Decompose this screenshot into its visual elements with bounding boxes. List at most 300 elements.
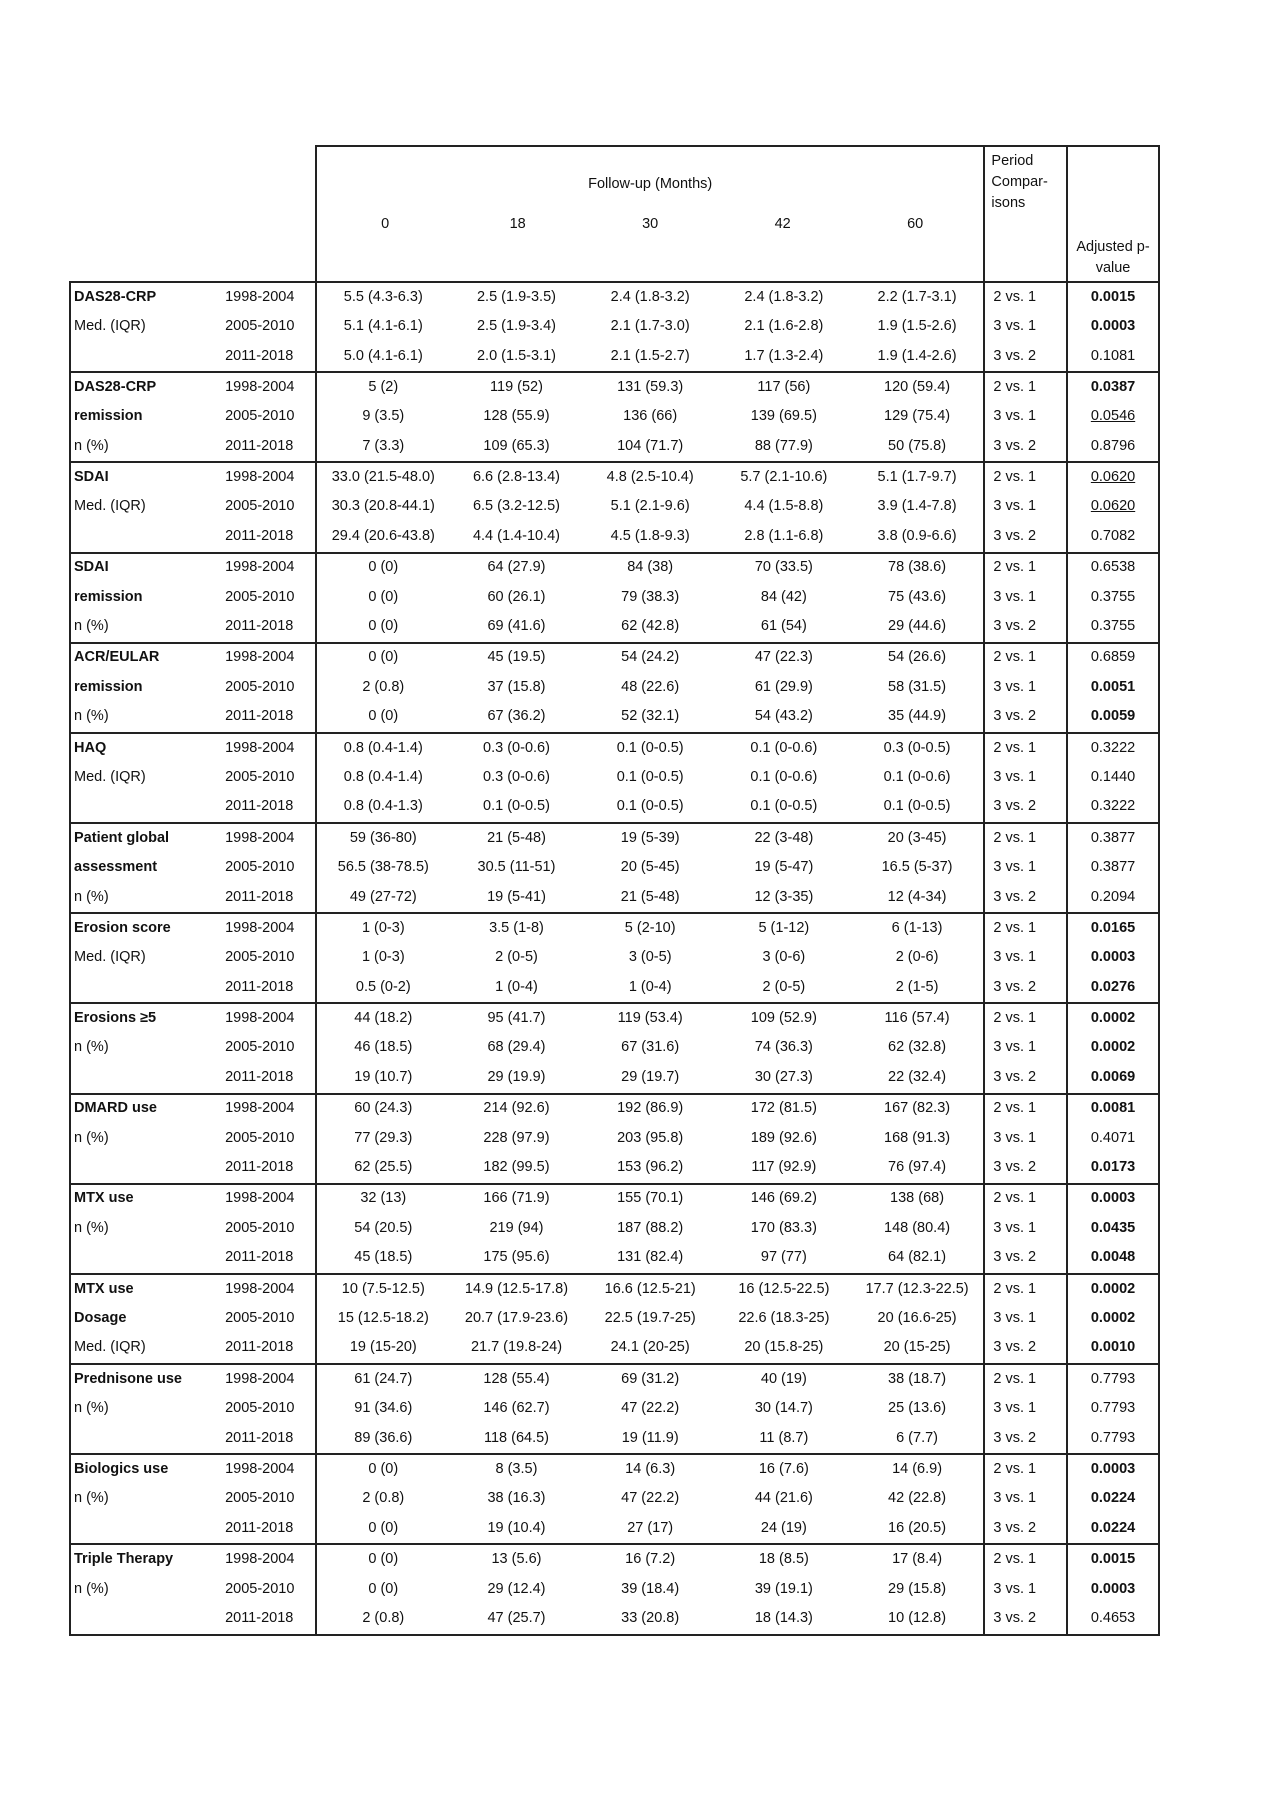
table-body — [70, 146, 1159, 1635]
value-cell: 97 (77) — [760, 1249, 807, 1266]
value-cell: 29 (12.4) — [487, 1580, 546, 1597]
period-label: 2005-2010 — [225, 1129, 295, 1146]
value-cell: 79 (38.3) — [621, 588, 680, 605]
value-cell: 2.0 (1.5-3.1) — [476, 347, 556, 364]
period-label: 2011-2018 — [225, 1519, 294, 1536]
value-cell: 61 (24.7) — [316, 1364, 450, 1394]
comparison-label: 2 vs. 1 — [984, 1364, 1067, 1394]
value-cell: 39 (19.1) — [754, 1580, 813, 1597]
table-row — [70, 1063, 1159, 1093]
value-cell: 14 (6.9) — [851, 1454, 985, 1484]
value-cell: 3 (0-5) — [628, 949, 672, 966]
value-cell: 166 (71.9) — [450, 1184, 584, 1214]
comparison-label: 3 vs. 2 — [984, 1604, 1067, 1634]
value-cell: 5.0 (4.1-6.1) — [316, 342, 450, 372]
value-cell: 0.5 (0-2) — [316, 973, 450, 1003]
table-row — [70, 1034, 1159, 1063]
value-cell: 19 (10.4) — [487, 1519, 546, 1536]
value-cell: 47 (22.3) — [717, 643, 851, 673]
comparison-label: 2 vs. 1 — [984, 733, 1067, 763]
p-value-cell: 0.0048 — [1067, 1244, 1159, 1274]
table-row — [70, 1003, 1159, 1033]
value-cell: 54 (43.2) — [754, 708, 813, 725]
value-cell: 20 (15.8-25) — [744, 1339, 824, 1356]
comparison-label: 3 vs. 1 — [984, 1575, 1067, 1604]
table-row — [70, 1514, 1159, 1544]
value-cell: 48 (22.6) — [621, 678, 680, 695]
value-cell: 4.8 (2.5-10.4) — [583, 462, 717, 492]
comparison-label: 2 vs. 1 — [984, 1274, 1067, 1304]
value-cell: 5.1 (2.1-9.6) — [610, 498, 690, 515]
period-label: 2011-2018 — [225, 347, 294, 364]
value-cell: 62 (42.8) — [621, 618, 680, 635]
value-cell: 19 (5-47) — [754, 859, 814, 876]
comparison-label: 2 vs. 1 — [984, 282, 1067, 312]
value-cell: 16 (20.5) — [888, 1519, 947, 1536]
value-cell: 0 (0) — [316, 1544, 450, 1574]
value-cell: 49 (27-72) — [316, 883, 450, 913]
p-value-cell: 0.7793 — [1067, 1424, 1159, 1454]
row-group-label: Med. (IQR) — [70, 763, 222, 792]
table-row — [70, 522, 1159, 552]
p-value-cell: 0.0003 — [1067, 312, 1159, 341]
p-value-cell: 0.0276 — [1067, 973, 1159, 1003]
results-table-container — [69, 145, 1160, 1636]
comparison-label: 3 vs. 2 — [984, 522, 1067, 552]
value-cell: 0.1 (0-0.5) — [583, 733, 717, 763]
value-cell: 5.7 (2.1-10.6) — [717, 462, 851, 492]
value-cell: 11 (8.7) — [759, 1429, 809, 1446]
comparison-label: 3 vs. 1 — [984, 312, 1067, 341]
value-cell: 20 (15-25) — [883, 1339, 951, 1356]
value-cell: 139 (69.5) — [750, 408, 817, 425]
value-cell: 12 (3-35) — [754, 888, 814, 905]
p-value-cell: 0.1081 — [1067, 342, 1159, 372]
table-row — [70, 1604, 1159, 1634]
p-value-cell: 0.4653 — [1067, 1604, 1159, 1634]
value-cell: 0.8 (0.4-1.4) — [316, 763, 450, 792]
value-cell: 10 (7.5-12.5) — [316, 1274, 450, 1304]
row-group-label — [70, 1153, 222, 1183]
row-group-label: assessment — [70, 853, 222, 882]
value-cell: 214 (92.6) — [450, 1094, 584, 1124]
value-cell: 131 (59.3) — [583, 372, 717, 402]
value-cell: 59 (36-80) — [316, 823, 450, 853]
value-cell: 3 (0-6) — [762, 949, 806, 966]
value-cell: 16 (12.5-22.5) — [717, 1274, 851, 1304]
row-group-label — [70, 1063, 222, 1093]
row-group-label: ACR/EULAR — [70, 643, 222, 673]
table-row — [70, 372, 1159, 402]
period-label: 2011-2018 — [222, 1604, 316, 1634]
value-cell: 60 (24.3) — [316, 1094, 450, 1124]
period-label: 1998-2004 — [222, 733, 316, 763]
period-comparisons-header: Period Compar-isons — [984, 146, 1067, 282]
p-value-cell: 0.0081 — [1067, 1094, 1159, 1124]
value-cell: 0.1 (0-0.6) — [883, 768, 951, 785]
month-header: 42 — [774, 215, 791, 232]
value-cell: 1 (0-4) — [628, 978, 672, 995]
table-row — [70, 643, 1159, 673]
value-cell: 84 (42) — [760, 588, 807, 605]
value-cell: 1.9 (1.4-2.6) — [877, 347, 957, 364]
p-value-cell: 0.0002 — [1067, 1304, 1159, 1333]
adjusted-p-value-header: Adjusted p-value — [1067, 146, 1159, 282]
comparison-label: 3 vs. 2 — [984, 883, 1067, 913]
value-cell: 18 (8.5) — [717, 1544, 851, 1574]
row-group-label: HAQ — [70, 733, 222, 763]
value-cell: 1.9 (1.5-2.6) — [877, 318, 957, 335]
comparison-label: 3 vs. 2 — [984, 793, 1067, 823]
comparison-label: 2 vs. 1 — [984, 462, 1067, 492]
p-value-cell: 0.8796 — [1067, 432, 1159, 462]
comparison-label: 3 vs. 2 — [984, 1424, 1067, 1454]
value-cell: 2.5 (1.9-3.4) — [476, 318, 556, 335]
p-value-cell: 0.0015 — [1067, 282, 1159, 312]
value-cell: 19 (5-39) — [583, 823, 717, 853]
value-cell: 38 (18.7) — [851, 1364, 985, 1394]
comparison-label: 3 vs. 2 — [984, 702, 1067, 732]
value-cell: 20.7 (17.9-23.6) — [464, 1310, 569, 1326]
value-cell: 5.5 (4.3-6.3) — [316, 282, 450, 312]
value-cell: 58 (31.5) — [888, 678, 947, 695]
value-cell: 128 (55.9) — [483, 408, 550, 425]
value-cell: 56.5 (38-78.5) — [316, 853, 450, 882]
value-cell: 2.5 (1.9-3.5) — [450, 282, 584, 312]
month-header: 60 — [907, 215, 924, 232]
comparison-label: 3 vs. 1 — [984, 1214, 1067, 1243]
row-group-label: DAS28-CRP — [70, 282, 222, 312]
comparison-label: 3 vs. 2 — [984, 973, 1067, 1003]
table-row — [70, 1274, 1159, 1304]
value-cell: 45 (18.5) — [316, 1244, 450, 1274]
value-cell: 54 (24.2) — [583, 643, 717, 673]
period-label: 2011-2018 — [225, 888, 294, 905]
table-row — [70, 462, 1159, 492]
row-group-label: DMARD use — [70, 1094, 222, 1124]
value-cell: 60 (26.1) — [487, 588, 546, 605]
table-row — [70, 1334, 1159, 1364]
value-cell: 6 (1-13) — [851, 913, 985, 943]
value-cell: 146 (69.2) — [717, 1184, 851, 1214]
value-cell: 6 (7.7) — [896, 1429, 939, 1446]
period-label: 2011-2018 — [225, 1159, 294, 1176]
comparison-label: 2 vs. 1 — [984, 823, 1067, 853]
p-value-cell: 0.0546 — [1067, 403, 1159, 432]
comparison-label: 2 vs. 1 — [984, 1003, 1067, 1033]
comparison-label: 3 vs. 1 — [984, 1394, 1067, 1423]
value-cell: 129 (75.4) — [884, 408, 951, 425]
table-row — [70, 553, 1159, 583]
value-cell: 5 (2) — [316, 372, 450, 402]
table-row — [70, 733, 1159, 763]
row-group-label — [70, 342, 222, 372]
value-cell: 2.4 (1.8-3.2) — [717, 282, 851, 312]
value-cell: 61 (54) — [760, 618, 807, 635]
value-cell: 2 (0-5) — [762, 978, 806, 995]
period-label: 2011-2018 — [225, 1339, 294, 1356]
value-cell: 38 (16.3) — [487, 1490, 546, 1507]
p-value-cell: 0.0387 — [1067, 372, 1159, 402]
value-cell: 22.5 (19.7-25) — [604, 1310, 696, 1326]
value-cell: 2 (0-6) — [895, 949, 939, 966]
p-value-cell: 0.0173 — [1067, 1153, 1159, 1183]
value-cell: 182 (99.5) — [483, 1159, 550, 1176]
table-row — [70, 432, 1159, 462]
value-cell: 22.6 (18.3-25) — [738, 1310, 830, 1326]
value-cell: 104 (71.7) — [617, 437, 684, 454]
p-value-cell: 0.3755 — [1067, 583, 1159, 612]
table-row — [70, 883, 1159, 913]
p-value-cell: 0.0224 — [1067, 1485, 1159, 1514]
row-group-label — [70, 973, 222, 1003]
period-label: 1998-2004 — [222, 1544, 316, 1574]
value-cell: 27 (17) — [627, 1519, 674, 1536]
value-cell: 16.6 (12.5-21) — [583, 1274, 717, 1304]
value-cell: 0.8 (0.4-1.4) — [316, 733, 450, 763]
row-group-label: Prednisone use — [70, 1364, 222, 1394]
table-row — [70, 1454, 1159, 1484]
comparison-label: 3 vs. 1 — [984, 1485, 1067, 1514]
value-cell: 5.1 (4.1-6.1) — [316, 312, 450, 341]
value-cell: 189 (92.6) — [750, 1129, 817, 1146]
value-cell: 0.1 (0-0.5) — [616, 798, 684, 815]
value-cell: 30.5 (11-51) — [477, 859, 556, 876]
table-row — [70, 1184, 1159, 1214]
value-cell: 84 (38) — [583, 553, 717, 583]
period-label: 1998-2004 — [222, 823, 316, 853]
value-cell: 1 (0-3) — [316, 944, 450, 973]
table-row — [70, 673, 1159, 702]
period-label: 2005-2010 — [225, 318, 295, 335]
value-cell: 5 (2-10) — [583, 913, 717, 943]
period-label: 2005-2010 — [225, 768, 295, 785]
p-value-cell: 0.0003 — [1067, 944, 1159, 973]
value-cell: 54 (26.6) — [851, 643, 985, 673]
p-value-cell: 0.3222 — [1067, 733, 1159, 763]
value-cell: 35 (44.9) — [888, 708, 947, 725]
value-cell: 0.3 (0-0.6) — [483, 768, 550, 785]
comparison-label: 3 vs. 1 — [984, 673, 1067, 702]
table-row — [70, 1394, 1159, 1423]
comparison-label: 3 vs. 1 — [984, 583, 1067, 612]
comparison-label: 3 vs. 1 — [984, 493, 1067, 522]
month-header: 0 — [381, 215, 390, 232]
period-label: 2005-2010 — [225, 859, 295, 876]
period-label: 2011-2018 — [225, 618, 294, 635]
value-cell: 44 (18.2) — [316, 1003, 450, 1033]
row-group-label: n (%) — [70, 1124, 222, 1153]
p-value-cell: 0.2094 — [1067, 883, 1159, 913]
follow-up-table — [69, 145, 1160, 1636]
p-value-cell: 0.0002 — [1067, 1274, 1159, 1304]
row-group-label — [70, 1604, 222, 1634]
value-cell: 91 (34.6) — [316, 1394, 450, 1423]
value-cell: 0 (0) — [316, 583, 450, 612]
row-group-label: Med. (IQR) — [70, 944, 222, 973]
value-cell: 2.1 (1.7-3.0) — [610, 318, 690, 335]
value-cell: 1.7 (1.3-2.4) — [744, 347, 824, 364]
value-cell: 75 (43.6) — [888, 588, 947, 605]
row-group-label: Erosion score — [70, 913, 222, 943]
table-row — [70, 1214, 1159, 1243]
row-group-label — [70, 522, 222, 552]
period-label: 2005-2010 — [225, 498, 295, 515]
value-cell: 1 (0-4) — [495, 978, 538, 995]
value-cell: 192 (86.9) — [583, 1094, 717, 1124]
value-cell: 2.1 (1.5-2.7) — [610, 347, 690, 364]
month-header: 30 — [642, 215, 659, 232]
p-value-cell: 0.0003 — [1067, 1184, 1159, 1214]
value-cell: 203 (95.8) — [617, 1129, 684, 1146]
period-label: 1998-2004 — [222, 282, 316, 312]
value-cell: 0.3 (0-0.5) — [851, 733, 985, 763]
value-cell: 0 (0) — [316, 1514, 450, 1544]
value-cell: 21 (5-48) — [450, 823, 584, 853]
table-row — [70, 1424, 1159, 1454]
p-value-cell: 0.6859 — [1067, 643, 1159, 673]
value-cell: 8 (3.5) — [450, 1454, 584, 1484]
value-cell: 29 (19.7) — [621, 1068, 680, 1085]
value-cell: 117 (92.9) — [751, 1159, 817, 1176]
table-row — [70, 493, 1159, 522]
value-cell: 16.5 (5-37) — [881, 859, 953, 876]
header-row — [70, 146, 1159, 282]
value-cell: 74 (36.3) — [754, 1039, 813, 1056]
row-group-label: n (%) — [70, 612, 222, 642]
value-cell: 46 (18.5) — [316, 1034, 450, 1063]
value-cell: 3.5 (1-8) — [450, 913, 584, 943]
row-group-label: remission — [70, 583, 222, 612]
value-cell: 21.7 (19.8-24) — [470, 1339, 563, 1356]
p-value-cell: 0.7082 — [1067, 522, 1159, 552]
value-cell: 20 (3-45) — [851, 823, 985, 853]
value-cell: 117 (56) — [717, 372, 851, 402]
period-label: 2005-2010 — [225, 1490, 295, 1507]
table-row — [70, 1485, 1159, 1514]
value-cell: 153 (96.2) — [617, 1159, 684, 1176]
p-value-cell: 0.0620 — [1067, 462, 1159, 492]
p-value-cell: 0.6538 — [1067, 553, 1159, 583]
value-cell: 29.4 (20.6-43.8) — [316, 522, 450, 552]
value-cell: 2 (0.8) — [316, 1485, 450, 1514]
period-label: 2011-2018 — [225, 437, 294, 454]
period-label: 1998-2004 — [222, 1184, 316, 1214]
value-cell: 119 (52) — [450, 372, 584, 402]
value-cell: 170 (83.3) — [750, 1219, 817, 1236]
value-cell: 116 (57.4) — [851, 1003, 985, 1033]
row-group-label: n (%) — [70, 883, 222, 913]
row-group-label — [70, 1514, 222, 1544]
follow-up-header — [316, 146, 984, 282]
row-group-label: remission — [70, 403, 222, 432]
period-label: 2005-2010 — [225, 949, 295, 966]
row-group-label: DAS28-CRP — [70, 372, 222, 402]
p-value-cell: 0.0015 — [1067, 1544, 1159, 1574]
value-cell: 45 (19.5) — [450, 643, 584, 673]
value-cell: 39 (18.4) — [621, 1580, 680, 1597]
value-cell: 2.1 (1.6-2.8) — [744, 318, 824, 335]
value-cell: 136 (66) — [623, 408, 678, 425]
value-cell: 24 (19) — [760, 1519, 807, 1536]
value-cell: 128 (55.4) — [450, 1364, 584, 1394]
p-value-cell: 0.0059 — [1067, 702, 1159, 732]
period-label: 2011-2018 — [225, 798, 294, 815]
comparison-label: 2 vs. 1 — [984, 1184, 1067, 1214]
comparison-label: 3 vs. 1 — [984, 944, 1067, 973]
value-cell: 4.4 (1.5-8.8) — [744, 498, 824, 515]
value-cell: 33.0 (21.5-48.0) — [316, 462, 450, 492]
value-cell: 0.1 (0-0.5) — [616, 768, 684, 785]
row-group-label: n (%) — [70, 1034, 222, 1063]
p-value-cell: 0.0002 — [1067, 1034, 1159, 1063]
month-header: 18 — [509, 215, 526, 232]
value-cell: 33 (20.8) — [583, 1604, 717, 1634]
period-label: 1998-2004 — [222, 372, 316, 402]
value-cell: 172 (81.5) — [717, 1094, 851, 1124]
value-cell: 0.1 (0-0.6) — [717, 733, 851, 763]
value-cell: 187 (88.2) — [617, 1219, 684, 1236]
p-value-cell: 0.4071 — [1067, 1124, 1159, 1153]
p-value-cell: 0.3877 — [1067, 853, 1159, 882]
comparison-label: 3 vs. 2 — [984, 612, 1067, 642]
value-cell: 2.4 (1.8-3.2) — [583, 282, 717, 312]
value-cell: 62 (32.8) — [888, 1039, 947, 1056]
period-label: 2005-2010 — [225, 408, 295, 425]
p-value-cell: 0.0003 — [1067, 1454, 1159, 1484]
table-row — [70, 1364, 1159, 1394]
period-label: 1998-2004 — [222, 643, 316, 673]
comparison-label: 3 vs. 2 — [984, 1063, 1067, 1093]
value-cell: 0.1 (0-0.5) — [750, 798, 818, 815]
value-cell: 89 (36.6) — [316, 1424, 450, 1454]
value-cell: 0.1 (0-0.5) — [883, 798, 951, 815]
comparison-label: 2 vs. 1 — [984, 913, 1067, 943]
value-cell: 6.6 (2.8-13.4) — [450, 462, 584, 492]
value-cell: 0.8 (0.4-1.3) — [316, 793, 450, 823]
value-cell: 67 (31.6) — [621, 1039, 680, 1056]
value-cell: 10 (12.8) — [851, 1604, 985, 1634]
comparison-label: 2 vs. 1 — [984, 1544, 1067, 1574]
value-cell: 64 (82.1) — [888, 1249, 947, 1266]
table-row — [70, 763, 1159, 792]
value-cell: 0 (0) — [316, 702, 450, 732]
p-value-cell: 0.1440 — [1067, 763, 1159, 792]
empty-header-cell — [70, 146, 222, 282]
period-label: 1998-2004 — [222, 1274, 316, 1304]
value-cell: 18 (14.3) — [717, 1604, 851, 1634]
row-group-label: Med. (IQR) — [70, 493, 222, 522]
comparison-label: 3 vs. 1 — [984, 403, 1067, 432]
comparison-label: 3 vs. 1 — [984, 763, 1067, 792]
row-group-label: MTX use — [70, 1274, 222, 1304]
row-group-label: Dosage — [70, 1304, 222, 1333]
comparison-label: 3 vs. 2 — [984, 342, 1067, 372]
period-label: 2005-2010 — [225, 1219, 295, 1236]
value-cell: 52 (32.1) — [621, 708, 680, 725]
value-cell: 70 (33.5) — [717, 553, 851, 583]
value-cell: 20 (16.6-25) — [877, 1310, 957, 1326]
period-label: 2011-2018 — [225, 708, 294, 725]
value-cell: 76 (97.4) — [888, 1159, 947, 1176]
value-cell: 22 (3-48) — [717, 823, 851, 853]
value-cell: 16 (7.6) — [717, 1454, 851, 1484]
value-cell: 19 (5-41) — [487, 888, 546, 905]
value-cell: 0 (0) — [316, 643, 450, 673]
value-cell: 0 (0) — [316, 1454, 450, 1484]
value-cell: 0 (0) — [316, 612, 450, 642]
value-cell: 3.8 (0.9-6.6) — [877, 527, 957, 544]
